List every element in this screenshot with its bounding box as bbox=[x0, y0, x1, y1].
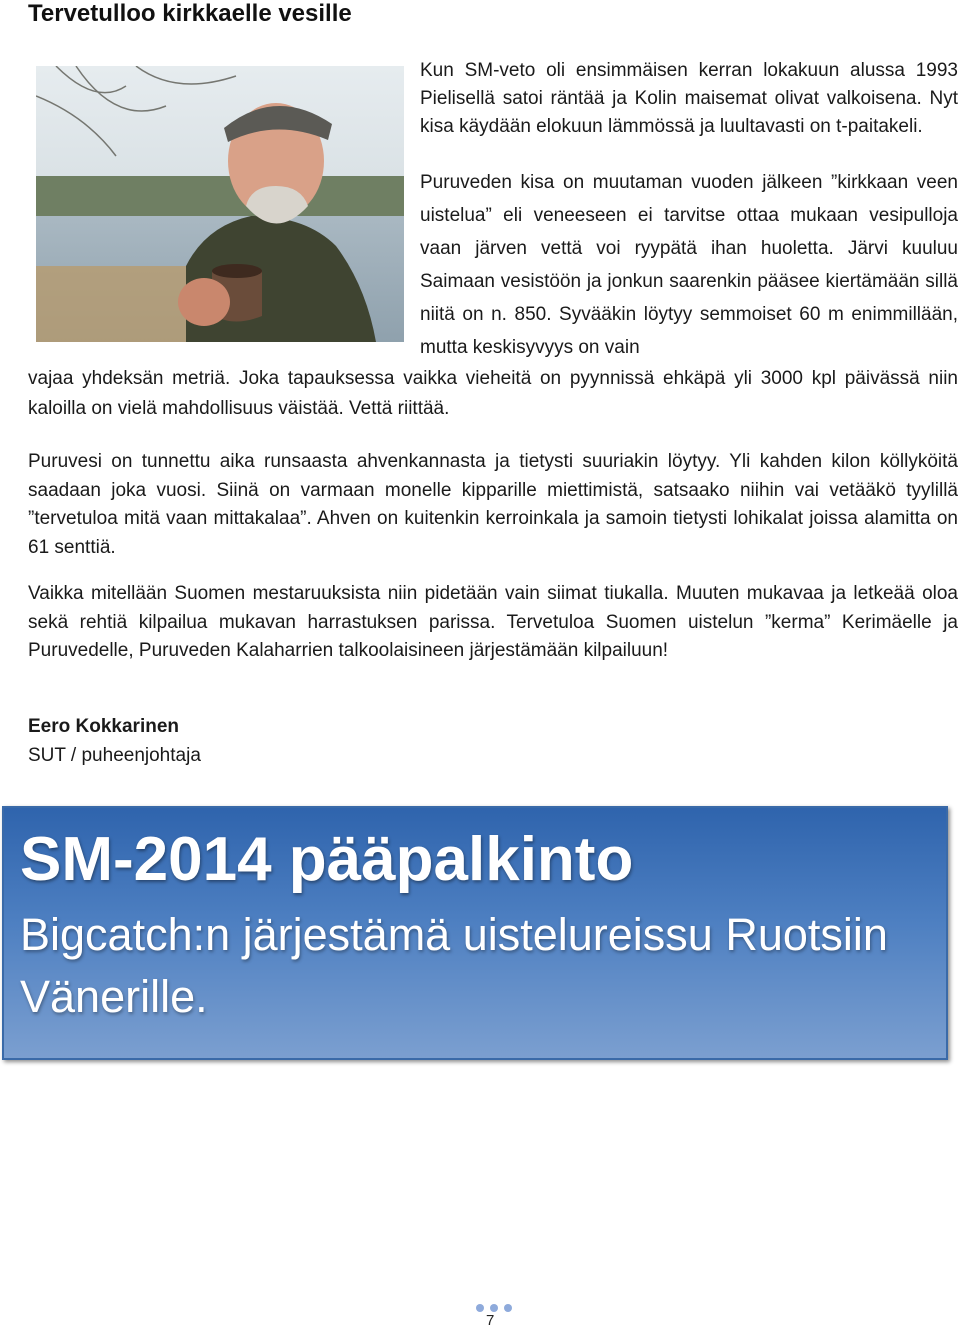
intro-paragraph-a: Kun SM-veto oli ensimmäisen kerran lokakuun alussa 1993 Pielisellä satoi räntää ja Kolin maisemat olivat valkoisena. Nyt kisa käydään elokuun lämmössä ja luultavasti on t-paitakeli. bbox=[420, 60, 958, 137]
signature-role: SUT / puheenjohtaja bbox=[28, 745, 201, 766]
dot bbox=[476, 1304, 484, 1312]
dot bbox=[490, 1304, 498, 1312]
body-paragraph-perch: Puruvesi on tunnettu aika runsaasta ahvenkannasta ja tietysti suuriakin löytyy. Yli kahden kilon köllyköitä saadaan joka vuosi. Siinä on varmaan monelle kipparille miettimistä, satsaako niihin vai vetääkö tyylillä ”tervetuloa mitä vaan mittakalaa”. Ahven on kuitenkin kerroinkala ja samoin tietysti lohikalat joissa alamitta on 61 senttiä. bbox=[28, 451, 958, 558]
prize-banner-title: SM-2014 pääpalkinto bbox=[20, 825, 634, 894]
body-paragraph-welcome: Vaikka mitellään Suomen mestaruuksista niin pidetään vain siimat tiukalla. Muuten mukavaa ja letkeää oloa sekä rehtiä kilpailua mukavan harrastuksen parissa. Tervetuloa Suomen uistelun ”kerma” Kerimäelle ja Puruvedelle, Puruveden Kalaharrien talkoolaisineen järjestämään kilpailuun! bbox=[28, 583, 958, 661]
page-dots-decoration bbox=[476, 1304, 512, 1312]
intro-paragraph-continued: vajaa yhdeksän metriä. Joka tapauksessa vaikka vieheitä on pyynnissä ehkäpä yli 3000 kpl päivässä niin kaloilla on vielä mahdollisuus väistää. Vettä riittää. bbox=[28, 368, 958, 419]
signature bbox=[28, 712, 201, 770]
page-number: 7 bbox=[486, 1312, 495, 1329]
intro-paragraph-b: Puruveden kisa on muutaman vuoden jälkeen ”kirkkaan veen uistelua” eli veneeseen ei tarvitse ottaa mukaan vesipulloja vaan järven vettä voi ryypätä ihan huoletta. Järvi kuuluu Saimaan vesistöön ja jonkun saarenkin pääsee kiertämään sillä niitä on n. 850. Syvääkin löytyy semmoiset 60 m enimmillään, mutta keskisyvyys on vain bbox=[420, 172, 958, 358]
portrait-photo-illustration bbox=[36, 66, 404, 342]
signature-name: Eero Kokkarinen bbox=[28, 716, 179, 737]
portrait-photo bbox=[36, 66, 404, 342]
prize-banner bbox=[2, 806, 948, 1060]
dot bbox=[504, 1304, 512, 1312]
article-title: Tervetulloo kirkkaelle vesille bbox=[28, 0, 352, 27]
prize-banner-subtitle: Bigcatch:n järjestämä uistelureissu Ruotsiin Vänerille. bbox=[20, 909, 888, 1022]
